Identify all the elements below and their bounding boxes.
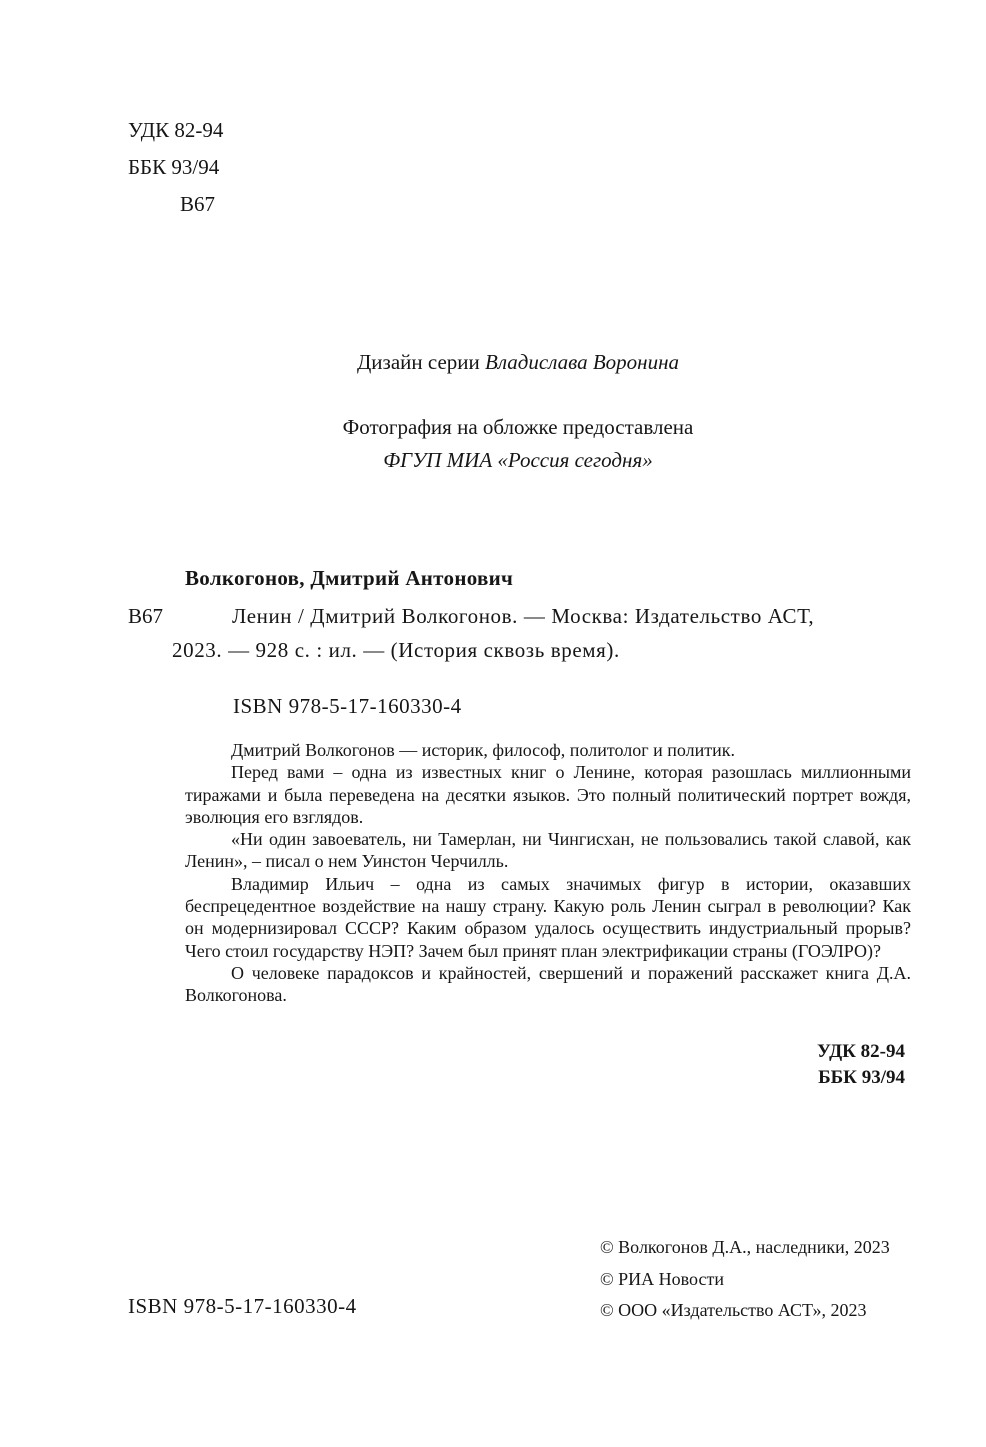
catalog-author-heading: Волкогонов, Дмитрий Антонович [185,566,514,590]
author-sign-top: В67 [180,192,216,216]
annotation-paragraph: «Ни один завоеватель, ни Тамерлан, ни Чингисхан, не пользовались такой славой, как Ленин», – писал о нем Уинстон Черчилль. [185,829,911,872]
design-credit-name: Владислава Воронина [485,350,679,374]
bbk-code-bottom: ББК 93/94 [818,1067,905,1088]
annotation-paragraph: Дмитрий Волкогонов — историк, философ, политолог и политик. [231,740,735,760]
isbn-footer: ISBN 978-5-17-160330-4 [128,1294,357,1318]
copyright-line: © РИА Новости [600,1268,724,1289]
isbn-catalog: ISBN 978-5-17-160330-4 [233,694,462,718]
udk-code-top: УДК 82-94 [128,118,224,142]
annotation-block [185,739,911,1007]
annotation-paragraph: Перед вами – одна из известных книг о Ленине, которая разошлась миллионными тиражами и была переведена на десятки языков. Это полный политический портрет вождя, эволюция его взглядов. [185,762,911,827]
bbk-code-top: ББК 93/94 [128,155,220,179]
catalog-author-sign: В67 [128,604,164,628]
series-design-credit [130,350,906,375]
annotation-paragraph: О человеке парадоксов и крайностей, свершений и поражений расскажет книга Д.А. Волкогонова. [185,962,911,1006]
photo-credit-agency: ФГУП МИА «Россия сегодня» [383,448,653,472]
catalog-entry-line1: Ленин / Дмитрий Волкогонов. — Москва: Издательство АСТ, [232,604,815,628]
udk-code-bottom: УДК 82-94 [817,1041,905,1062]
cover-photo-credit [130,411,906,477]
catalog-entry-line2: 2023. — 928 с. : ил. — (История сквозь время). [172,638,620,662]
copyright-block [600,1232,890,1327]
classification-codes-top [128,112,223,223]
photo-credit-line: Фотография на обложке предоставлена [342,415,694,439]
copyright-line: © Волкогонов Д.А., наследники, 2023 [600,1237,890,1257]
copyright-line: © ООО «Издательство АСТ», 2023 [600,1300,867,1320]
design-credit-prefix: Дизайн серии [356,350,480,374]
annotation-paragraph: Владимир Ильич – одна из самых значимых фигур в истории, оказавших беспрецедентное воздействие на нашу страну. Какую роль Ленин сыграл в революции? Как он модернизировал СССР? Каким образом удалось осуществить индустриальный прорыв? Чего стоил государству НЭП? Зачем был принят план электрификации страны (ГОЭЛРО)? [185,873,911,961]
classification-codes-bottom [817,1039,905,1091]
